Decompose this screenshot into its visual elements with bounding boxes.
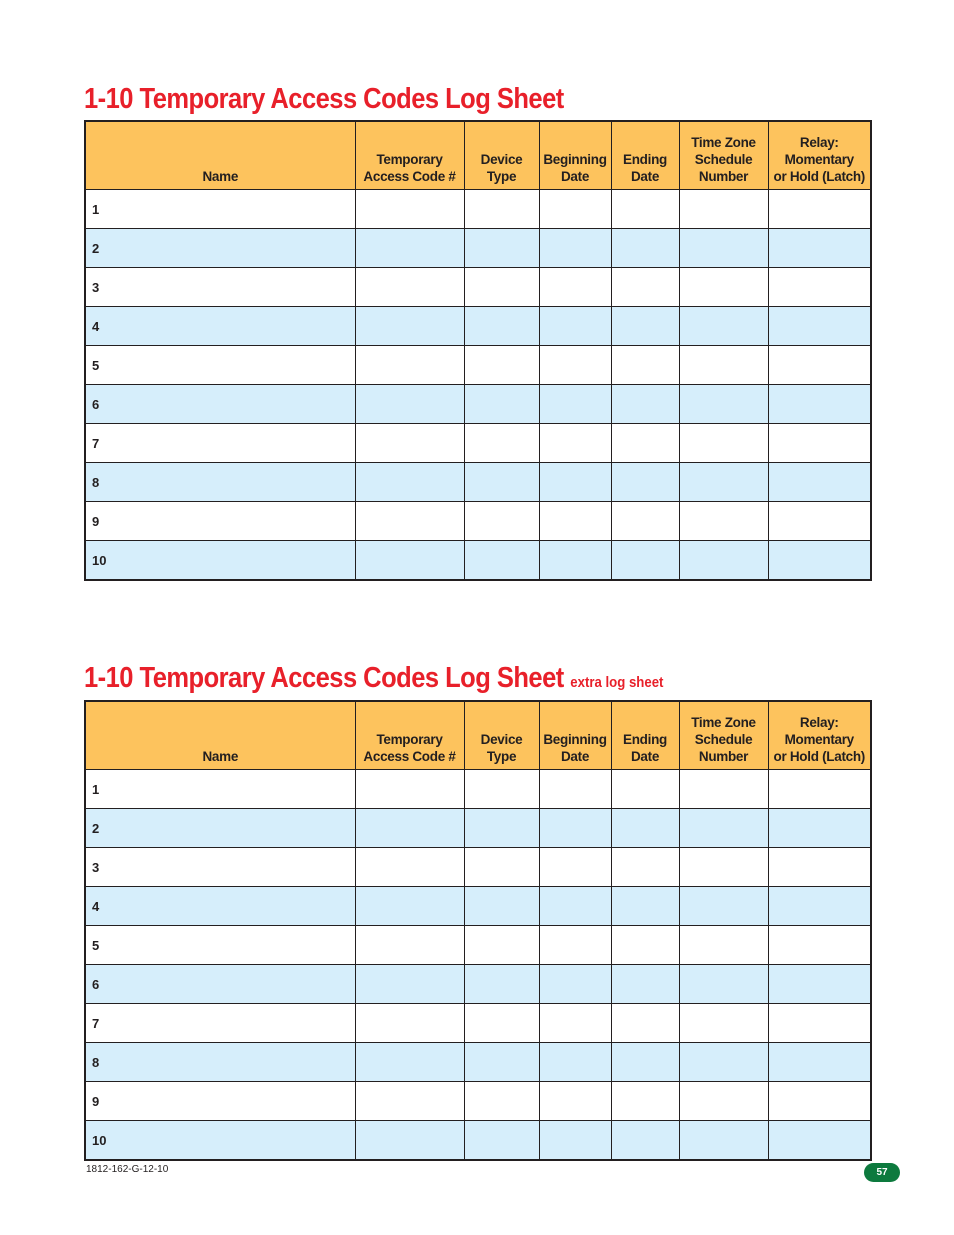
entry-cell[interactable] — [464, 887, 539, 926]
entry-cell[interactable] — [355, 848, 464, 887]
entry-cell[interactable] — [539, 190, 611, 229]
table-row — [85, 385, 871, 424]
entry-cell[interactable] — [464, 268, 539, 307]
entry-cell[interactable] — [355, 190, 464, 229]
entry-cell[interactable] — [611, 541, 679, 581]
entry-cell[interactable] — [611, 346, 679, 385]
column-header: Temporary Access Code # — [355, 121, 464, 190]
entry-cell[interactable] — [539, 848, 611, 887]
entry-cell[interactable] — [611, 307, 679, 346]
entry-cell[interactable] — [768, 1043, 871, 1082]
entry-cell[interactable] — [679, 1043, 768, 1082]
table-row — [85, 541, 871, 581]
entry-cell[interactable] — [355, 463, 464, 502]
row-number-name-cell[interactable]: 5 — [85, 926, 355, 965]
table-row — [85, 268, 871, 307]
entry-cell[interactable] — [768, 424, 871, 463]
entry-cell[interactable] — [611, 926, 679, 965]
row-number-name-cell[interactable]: 3 — [85, 848, 355, 887]
entry-cell[interactable] — [768, 541, 871, 581]
entry-cell[interactable] — [464, 346, 539, 385]
entry-cell[interactable] — [539, 770, 611, 809]
entry-cell[interactable] — [355, 541, 464, 581]
entry-cell[interactable] — [539, 463, 611, 502]
extra-access-codes-log-table — [84, 700, 872, 1161]
entry-cell[interactable] — [355, 1121, 464, 1161]
entry-cell[interactable] — [539, 965, 611, 1004]
entry-cell[interactable] — [355, 770, 464, 809]
document-code: 1812-162-G-12-10 — [86, 1164, 169, 1175]
extra-log-sheet-subtitle: extra log sheet — [570, 674, 664, 691]
entry-cell[interactable] — [355, 385, 464, 424]
entry-cell[interactable] — [768, 809, 871, 848]
entry-cell[interactable] — [768, 190, 871, 229]
entry-cell[interactable] — [355, 887, 464, 926]
header-row — [85, 701, 871, 770]
entry-cell[interactable] — [611, 1082, 679, 1121]
table-row — [85, 463, 871, 502]
entry-cell[interactable] — [611, 463, 679, 502]
entry-cell[interactable] — [768, 887, 871, 926]
column-header: Relay: Momentary or Hold (Latch) — [768, 701, 871, 770]
table-row — [85, 502, 871, 541]
entry-cell[interactable] — [679, 926, 768, 965]
entry-cell[interactable] — [768, 1121, 871, 1161]
entry-cell[interactable] — [355, 926, 464, 965]
entry-cell[interactable] — [768, 502, 871, 541]
column-header: Name — [85, 121, 355, 190]
entry-cell[interactable] — [611, 190, 679, 229]
table-row — [85, 1043, 871, 1082]
entry-cell[interactable] — [679, 848, 768, 887]
entry-cell[interactable] — [464, 307, 539, 346]
table-row — [85, 190, 871, 229]
table-row — [85, 1121, 871, 1161]
row-number-name-cell[interactable]: 5 — [85, 346, 355, 385]
entry-cell[interactable] — [355, 229, 464, 268]
entry-cell[interactable] — [539, 887, 611, 926]
entry-cell[interactable] — [355, 307, 464, 346]
entry-cell[interactable] — [464, 770, 539, 809]
row-number-name-cell[interactable]: 4 — [85, 307, 355, 346]
entry-cell[interactable] — [611, 887, 679, 926]
entry-cell[interactable] — [679, 307, 768, 346]
entry-cell[interactable] — [464, 965, 539, 1004]
entry-cell[interactable] — [464, 809, 539, 848]
entry-cell[interactable] — [611, 1043, 679, 1082]
row-number-name-cell[interactable]: 8 — [85, 463, 355, 502]
entry-cell[interactable] — [768, 385, 871, 424]
entry-cell[interactable] — [611, 1121, 679, 1161]
entry-cell[interactable] — [679, 809, 768, 848]
row-number-name-cell[interactable]: 9 — [85, 1082, 355, 1121]
entry-cell[interactable] — [539, 1121, 611, 1161]
row-number-name-cell[interactable]: 7 — [85, 1004, 355, 1043]
entry-cell[interactable] — [679, 385, 768, 424]
entry-cell[interactable] — [539, 424, 611, 463]
entry-cell[interactable] — [768, 229, 871, 268]
entry-cell[interactable] — [355, 1043, 464, 1082]
column-header: Beginning Date — [539, 701, 611, 770]
entry-cell[interactable] — [464, 229, 539, 268]
entry-cell[interactable] — [464, 424, 539, 463]
page-number-badge: 57 — [864, 1163, 900, 1182]
table-row — [85, 1082, 871, 1121]
entry-cell[interactable] — [768, 965, 871, 1004]
row-number-name-cell[interactable]: 2 — [85, 809, 355, 848]
entry-cell[interactable] — [539, 502, 611, 541]
entry-cell[interactable] — [539, 229, 611, 268]
entry-cell[interactable] — [539, 268, 611, 307]
entry-cell[interactable] — [768, 1004, 871, 1043]
row-number-name-cell[interactable]: 10 — [85, 1121, 355, 1161]
entry-cell[interactable] — [611, 1004, 679, 1043]
entry-cell[interactable] — [539, 1004, 611, 1043]
table-row — [85, 887, 871, 926]
entry-cell[interactable] — [611, 848, 679, 887]
row-number-name-cell[interactable]: 6 — [85, 965, 355, 1004]
entry-cell[interactable] — [539, 346, 611, 385]
entry-cell[interactable] — [768, 926, 871, 965]
entry-cell[interactable] — [679, 1082, 768, 1121]
row-number-name-cell[interactable]: 9 — [85, 502, 355, 541]
entry-cell[interactable] — [539, 385, 611, 424]
entry-cell[interactable] — [679, 541, 768, 581]
entry-cell[interactable] — [355, 424, 464, 463]
entry-cell[interactable] — [611, 770, 679, 809]
access-codes-log-table — [84, 120, 872, 581]
row-number-name-cell[interactable]: 3 — [85, 268, 355, 307]
entry-cell[interactable] — [611, 268, 679, 307]
entry-cell[interactable] — [355, 268, 464, 307]
entry-cell[interactable] — [611, 229, 679, 268]
column-header: Beginning Date — [539, 121, 611, 190]
row-number-name-cell[interactable]: 1 — [85, 190, 355, 229]
entry-cell[interactable] — [539, 1043, 611, 1082]
entry-cell[interactable] — [464, 926, 539, 965]
entry-cell[interactable] — [768, 848, 871, 887]
entry-cell[interactable] — [768, 463, 871, 502]
entry-cell[interactable] — [539, 541, 611, 581]
column-header: Time Zone Schedule Number — [679, 121, 768, 190]
entry-cell[interactable] — [539, 1082, 611, 1121]
column-header: Temporary Access Code # — [355, 701, 464, 770]
entry-cell[interactable] — [768, 770, 871, 809]
entry-cell[interactable] — [768, 268, 871, 307]
entry-cell[interactable] — [679, 770, 768, 809]
entry-cell[interactable] — [679, 887, 768, 926]
table-row — [85, 770, 871, 809]
log-sheet-title: 1-10 Temporary Access Codes Log Sheet — [84, 83, 564, 115]
row-number-name-cell[interactable]: 4 — [85, 887, 355, 926]
entry-cell[interactable] — [355, 502, 464, 541]
row-number-name-cell[interactable]: 8 — [85, 1043, 355, 1082]
entry-cell[interactable] — [611, 385, 679, 424]
row-number-name-cell[interactable]: 1 — [85, 770, 355, 809]
entry-cell[interactable] — [464, 385, 539, 424]
entry-cell[interactable] — [768, 346, 871, 385]
entry-cell[interactable] — [679, 424, 768, 463]
entry-cell[interactable] — [679, 965, 768, 1004]
entry-cell[interactable] — [539, 926, 611, 965]
entry-cell[interactable] — [679, 463, 768, 502]
entry-cell[interactable] — [679, 1004, 768, 1043]
column-header: Relay: Momentary or Hold (Latch) — [768, 121, 871, 190]
table-row — [85, 809, 871, 848]
column-header: Ending Date — [611, 121, 679, 190]
entry-cell[interactable] — [464, 190, 539, 229]
table-row — [85, 229, 871, 268]
entry-cell[interactable] — [679, 1121, 768, 1161]
entry-cell[interactable] — [679, 346, 768, 385]
entry-cell[interactable] — [611, 424, 679, 463]
table-row — [85, 346, 871, 385]
entry-cell[interactable] — [464, 1121, 539, 1161]
entry-cell[interactable] — [464, 1004, 539, 1043]
entry-cell[interactable] — [355, 1004, 464, 1043]
entry-cell[interactable] — [464, 848, 539, 887]
entry-cell[interactable] — [768, 1082, 871, 1121]
table-row — [85, 848, 871, 887]
entry-cell[interactable] — [464, 463, 539, 502]
table-row — [85, 307, 871, 346]
entry-cell[interactable] — [768, 307, 871, 346]
entry-cell[interactable] — [355, 1082, 464, 1121]
header-row — [85, 121, 871, 190]
entry-cell[interactable] — [355, 965, 464, 1004]
entry-cell[interactable] — [679, 229, 768, 268]
entry-cell[interactable] — [679, 268, 768, 307]
entry-cell[interactable] — [539, 809, 611, 848]
column-header: Device Type — [464, 121, 539, 190]
row-number-name-cell[interactable]: 10 — [85, 541, 355, 581]
table-row — [85, 965, 871, 1004]
table-row — [85, 926, 871, 965]
row-number-name-cell[interactable]: 7 — [85, 424, 355, 463]
entry-cell[interactable] — [679, 502, 768, 541]
row-number-name-cell[interactable]: 2 — [85, 229, 355, 268]
entry-cell[interactable] — [464, 1043, 539, 1082]
column-header: Device Type — [464, 701, 539, 770]
entry-cell[interactable] — [464, 541, 539, 581]
row-number-name-cell[interactable]: 6 — [85, 385, 355, 424]
entry-cell[interactable] — [355, 809, 464, 848]
column-header: Name — [85, 701, 355, 770]
entry-cell[interactable] — [464, 502, 539, 541]
table-row — [85, 1004, 871, 1043]
entry-cell[interactable] — [679, 190, 768, 229]
column-header: Time Zone Schedule Number — [679, 701, 768, 770]
entry-cell[interactable] — [464, 1082, 539, 1121]
entry-cell[interactable] — [611, 809, 679, 848]
entry-cell[interactable] — [611, 502, 679, 541]
entry-cell[interactable] — [539, 307, 611, 346]
table-row — [85, 424, 871, 463]
entry-cell[interactable] — [355, 346, 464, 385]
extra-log-sheet-title: 1-10 Temporary Access Codes Log Sheet extra log sheet — [84, 662, 664, 694]
entry-cell[interactable] — [611, 965, 679, 1004]
column-header: Ending Date — [611, 701, 679, 770]
